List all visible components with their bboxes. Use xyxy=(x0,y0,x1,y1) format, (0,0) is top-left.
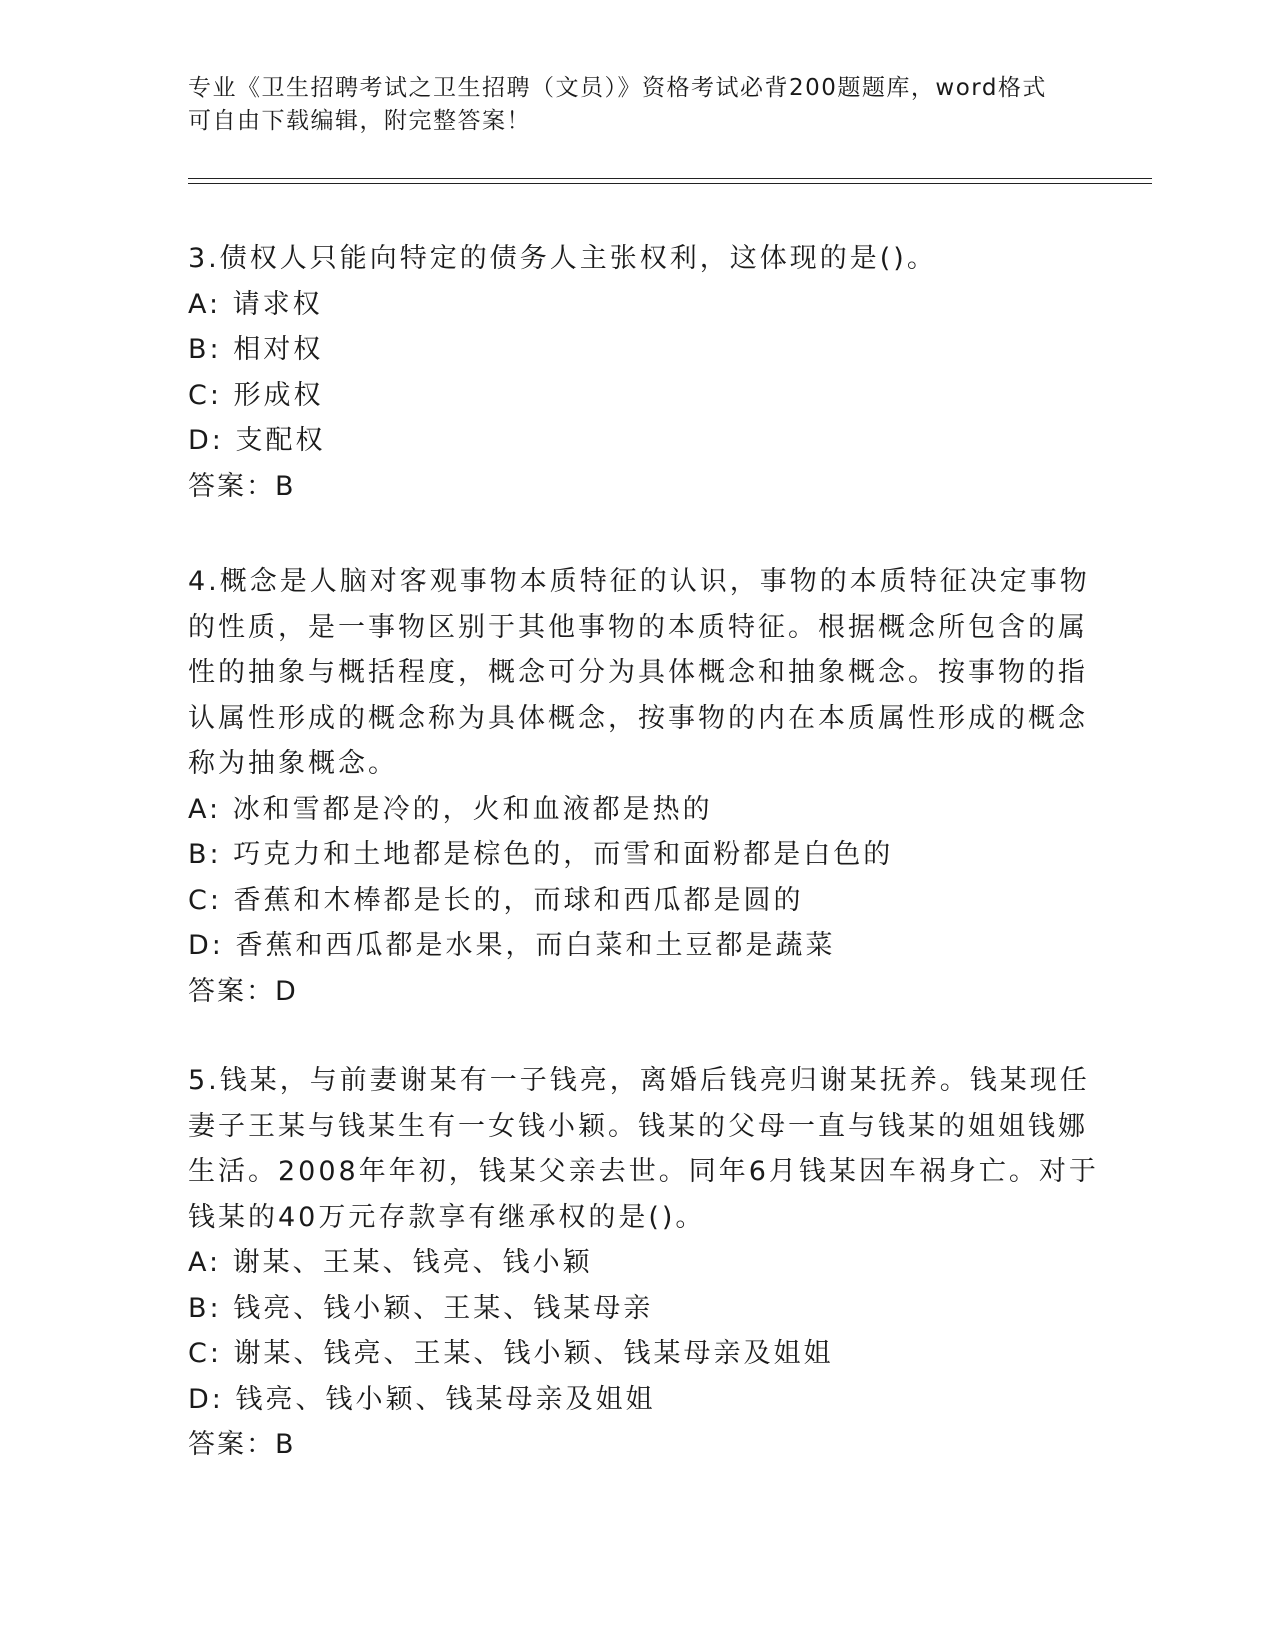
option-d: D: 钱亮、钱小颖、钱某母亲及姐姐 xyxy=(188,1383,656,1415)
option-a: A: 请求权 xyxy=(188,288,323,320)
option-b: B: 巧克力和土地都是棕色的，而雪和面粉都是白色的 xyxy=(188,839,894,870)
option-b: B: 钱亮、钱小颖、王某、钱某母亲 xyxy=(188,1292,654,1324)
option-c: C: 形成权 xyxy=(188,379,324,411)
answer-line: 答案：B xyxy=(188,470,296,502)
option-c: C: 谢某、钱亮、王某、钱小颖、钱某母亲及姐姐 xyxy=(188,1338,834,1369)
question-stem-line: 的性质，是一事物区别于其他事物的本质特征。根据概念所包含的属 xyxy=(188,611,1088,643)
header-line-1: 专业《卫生招聘考试之卫生招聘（文员）》资格考试必背200题题库，word格式 xyxy=(188,75,1047,101)
question-stem-line: 性的抽象与概括程度，概念可分为具体概念和抽象概念。按事物的指 xyxy=(188,657,1088,688)
option-d: D: 香蕉和西瓜都是水果，而白菜和土豆都是蔬菜 xyxy=(188,930,836,961)
question-stem-line: 5.钱某，与前妻谢某有一子钱亮，离婚后钱亮归谢某抚养。钱某现任 xyxy=(188,1065,1090,1096)
question-stem-line: 钱某的40万元存款享有继承权的是()。 xyxy=(188,1201,706,1233)
question-stem-line: 称为抽象概念。 xyxy=(188,748,398,779)
header-line-2: 可自由下载编辑，附完整答案！ xyxy=(188,108,531,134)
question-4 xyxy=(188,559,1090,1014)
option-a: A: 谢某、王某、钱亮、钱小颖 xyxy=(188,1247,593,1278)
question-stem-line: 认属性形成的概念称为具体概念，按事物的内在本质属性形成的概念 xyxy=(188,702,1088,734)
option-d: D: 支配权 xyxy=(188,425,326,456)
document-header xyxy=(188,72,1068,138)
option-b: B: 相对权 xyxy=(188,334,324,365)
question-stem-line: 生活。2008年年初，钱某父亲去世。同年6月钱某因车祸身亡。对于 xyxy=(188,1156,1099,1187)
question-5 xyxy=(188,1058,1099,1468)
question-stem-line: 3.债权人只能向特定的债务人主张权利，这体现的是()。 xyxy=(188,243,937,274)
question-3 xyxy=(188,236,1068,509)
header-divider-top xyxy=(188,178,1152,179)
question-stem-line: 妻子王某与钱某生有一女钱小颖。钱某的父母一直与钱某的姐姐钱娜 xyxy=(188,1110,1088,1142)
question-stem-line: 4.概念是人脑对客观事物本质特征的认识，事物的本质特征决定事物 xyxy=(188,566,1090,597)
option-a: A: 冰和雪都是冷的，火和血液都是热的 xyxy=(188,793,713,825)
option-c: C: 香蕉和木棒都是长的，而球和西瓜都是圆的 xyxy=(188,884,804,916)
header-divider-bottom xyxy=(188,183,1152,184)
answer-line: 答案：D xyxy=(188,975,298,1007)
answer-line: 答案：B xyxy=(188,1429,296,1460)
